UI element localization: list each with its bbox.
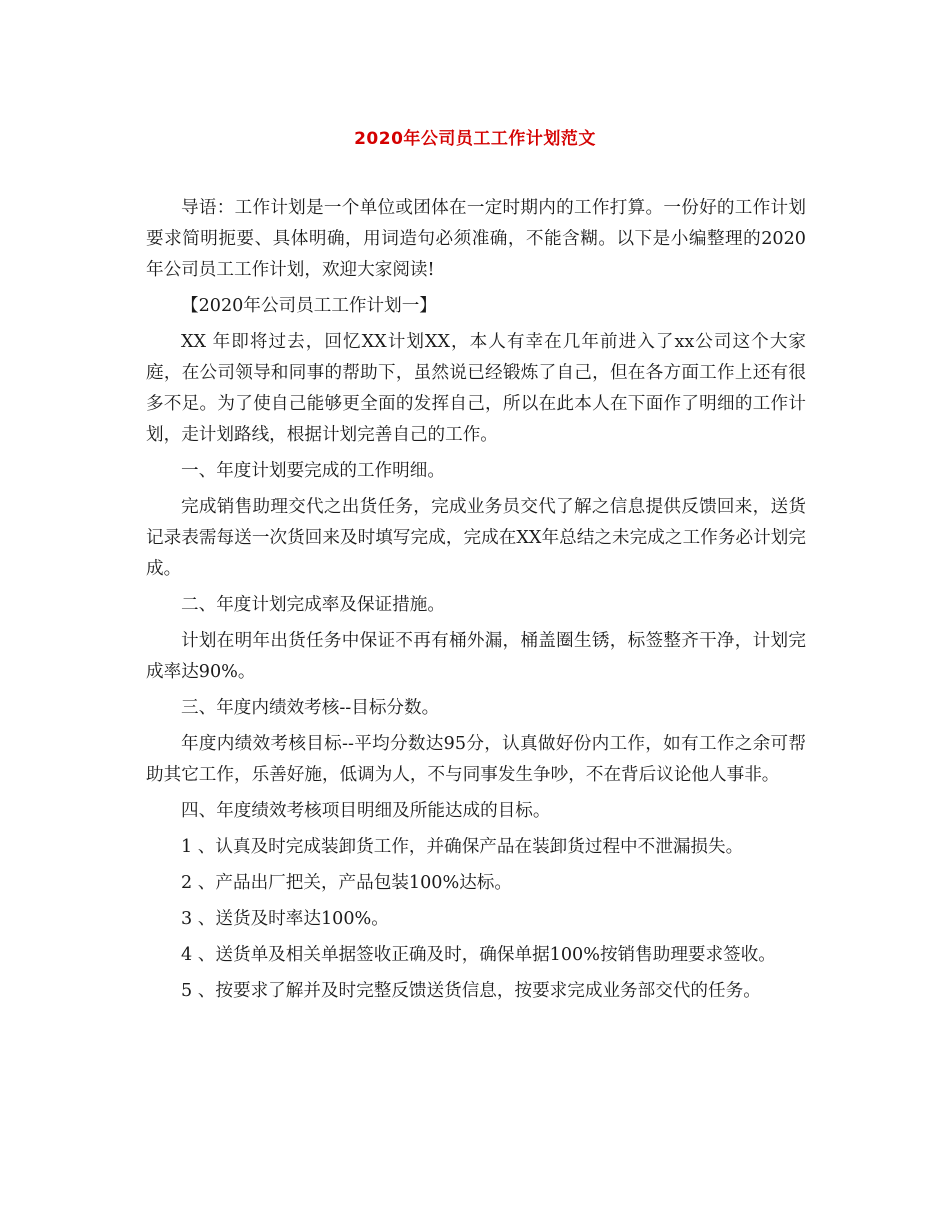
body-paragraph: 计划在明年出货任务中保证不再有桶外漏，桶盖圈生锈，标签整齐干净，计划完成率达90%。 <box>146 631 806 682</box>
document-body <box>146 193 806 1012</box>
list-item: 2 、产品出厂把关，产品包装100%达标。 <box>181 873 512 893</box>
intro-paragraph: 导语：工作计划是一个单位或团体在一定时期内的工作打算。一份好的工作计划要求简明扼要、具体明确，用词造句必须准确，不能含糊。以下是小编整理的2020年公司员工工作计划，欢迎大家阅读! <box>146 198 806 280</box>
list-item: 3 、送货及时率达100%。 <box>181 909 389 929</box>
section-heading-plan-one: 【2020年公司员工工作计划一】 <box>181 296 437 316</box>
list-item: 5 、按要求了解并及时完整反馈送货信息，按要求完成业务部交代的任务。 <box>181 981 761 1001</box>
section-heading: 四、年度绩效考核项目明细及所能达成的目标。 <box>181 801 551 821</box>
body-paragraph: XX 年即将过去，回忆XX计划XX，本人有幸在几年前进入了xx公司这个大家庭，在公司领导和同事的帮助下，虽然说已经锻炼了自己，但在各方面工作上还有很多不足。为了使自己能够更全面的发挥自己，所以在此本人在下面作了明细的工作计划，走计划路线，根据计划完善自己的工作。 <box>146 332 806 445</box>
section-heading: 三、年度内绩效考核--目标分数。 <box>181 698 440 718</box>
list-item: 1 、认真及时完成装卸货工作，并确保产品在装卸货过程中不泄漏损失。 <box>181 837 744 857</box>
list-item: 4 、送货单及相关单据签收正确及时，确保单据100%按销售助理要求签收。 <box>181 945 776 965</box>
document-title: 2020年公司员工工作计划范文 <box>354 129 596 149</box>
body-paragraph: 年度内绩效考核目标--平均分数达95分，认真做好份内工作，如有工作之余可帮助其它工作，乐善好施，低调为人，不与同事发生争吵，不在背后议论他人事非。 <box>146 734 806 785</box>
section-heading: 二、年度计划完成率及保证措施。 <box>181 595 445 615</box>
section-heading: 一、年度计划要完成的工作明细。 <box>181 461 445 481</box>
body-paragraph: 完成销售助理交代之出货任务，完成业务员交代了解之信息提供反馈回来，送货记录表需每送一次货回来及时填写完成，完成在XX年总结之未完成之工作务必计划完成。 <box>146 497 806 579</box>
